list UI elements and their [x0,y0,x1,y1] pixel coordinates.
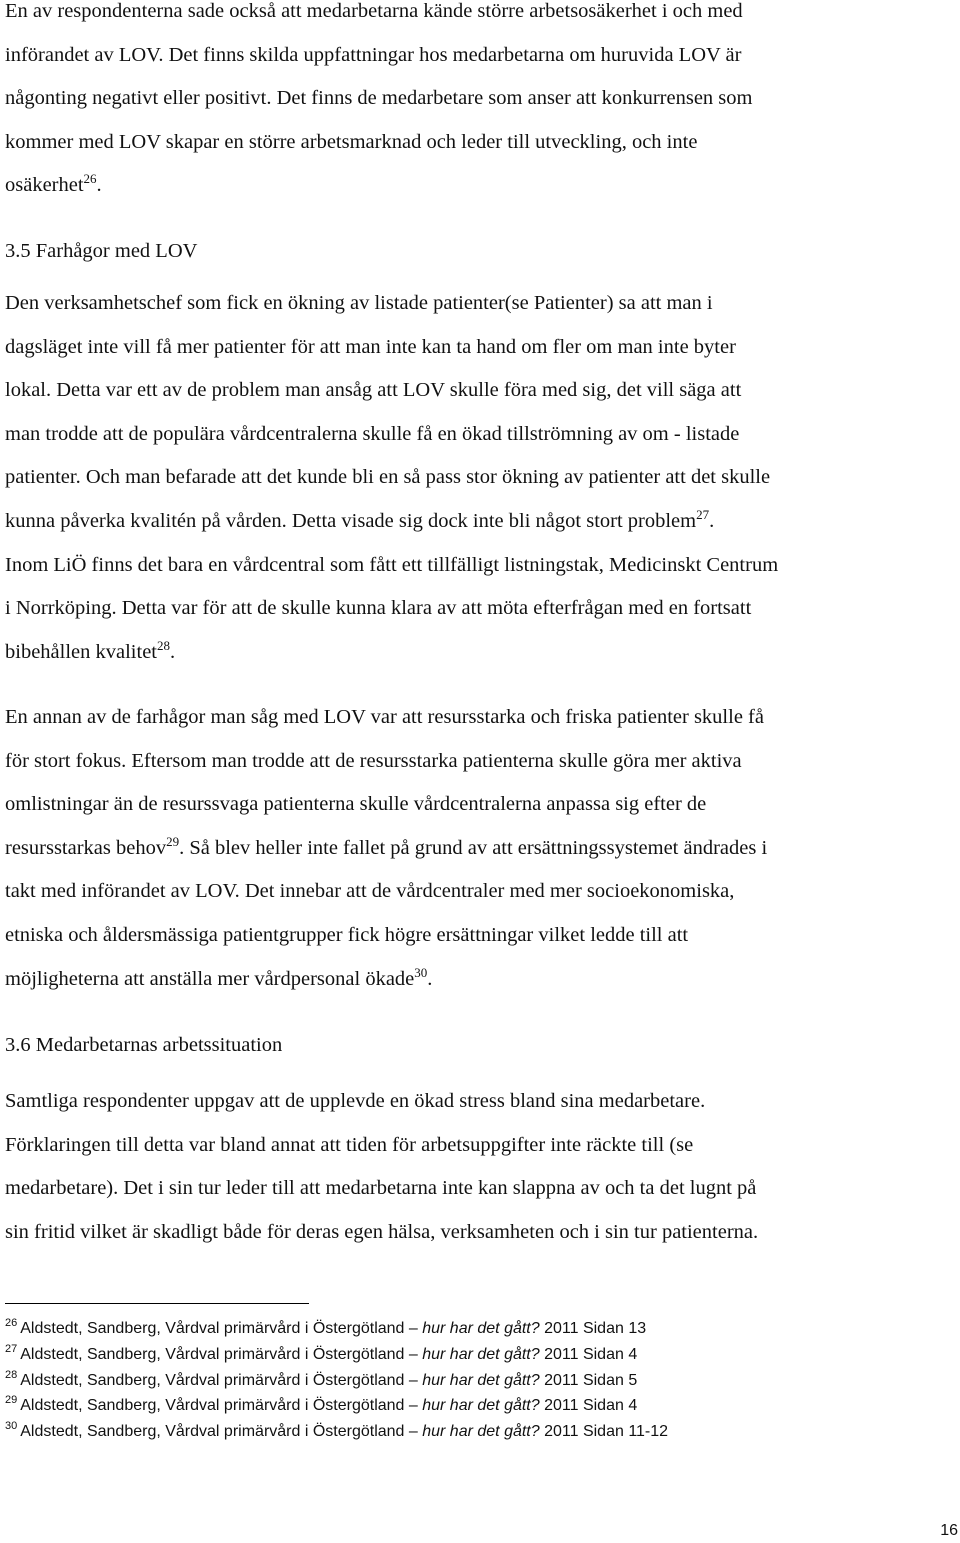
text-line: Förklaringen till detta var bland annat att tiden för arbetsuppgifter inte räckte till (se [5,1133,694,1156]
text-line: patienter. Och man befarade att det kunde bli en så pass stor ökning av patienter att det skulle [5,466,771,489]
footnote-reference-26[interactable]: 26 [83,171,97,187]
footnote-27 [5,1342,668,1368]
footnote-tail: 2011 Sidan 4 [539,1397,638,1415]
text-line: En annan av de farhågor man såg med LOV var att resursstarka och friska patienter skulle få [5,706,764,728]
footnote-text: Aldstedt, Sandberg, Vårdval primärvård i Östergötland – [20,1320,423,1337]
text-line [5,631,960,675]
text-segment: bibehållen kvalitet [5,640,157,663]
footnote-text: Aldstedt, Sandberg, Vårdval primärvård i Östergötland – [20,1371,423,1389]
footnote-tail: 2011 Sidan 4 [539,1345,638,1363]
text-line: man trodde att de populära vårdcentralerna skulle få en ökad tillströmning av om - listade [5,422,740,445]
paragraph-3 [5,696,960,1001]
text-line: omlistningar än de resurssvaga patienterna skulle vårdcentralerna anpassa sig efter de [5,793,707,816]
text-line: införandet av LOV. Det finns skilda uppfattningar hos medarbetarna om huruvida LOV är [5,43,742,66]
text-line [5,164,960,208]
footnote-italic-title: hur har det gått? [422,1345,540,1363]
section-heading-3-6: 3.6 Medarbetarnas arbetssituation [5,1034,283,1056]
footnote-reference-30[interactable]: 30 [414,964,428,980]
footnote-text: Aldstedt, Sandberg, Vårdval primärvård i Östergötland – [20,1397,423,1415]
text-segment: . [709,509,715,532]
footnote-number: 29 [5,1394,18,1407]
footnote-italic-title: hur har det gått? [422,1423,540,1441]
footnote-reference-27[interactable]: 27 [696,506,710,522]
text-line: lokal. Detta var ett av de problem man ansåg att LOV skulle föra med sig, det vill säga att [5,379,742,402]
footnotes [5,1316,668,1445]
text-line: i Norrköping. Detta var för att de skulle kunna klara av att möta efterfrågan med en fortsatt [5,597,752,620]
text-segment: möjligheterna att anställa mer vårdpersonal ökade [5,967,415,990]
text-line: medarbetare). Det i sin tur leder till att medarbetarna inte kan slappna av och ta det lugnt på [5,1177,757,1200]
text-line: kommer med LOV skapar en större arbetsmarknad och leder till utveckling, och inte [5,130,698,153]
text-line: Inom LiÖ finns det bara en vårdcentral som fått ett tillfälligt listningstak, Medicinskt Centrum [5,553,779,576]
text-line: sin fritid vilket är skadligt både för deras egen hälsa, verksamheten och i sin tur patienterna. [5,1220,759,1243]
paragraph-4 [5,1080,960,1254]
paragraph-2 [5,282,960,674]
footnote-tail: 2011 Sidan 11-12 [539,1423,669,1441]
footnote-separator [5,1303,309,1304]
text-line: Samtliga respondenter uppgav att de upplevde en ökad stress bland sina medarbetare. [5,1090,706,1112]
footnote-text: Aldstedt, Sandberg, Vårdval primärvård i Östergötland – [20,1345,423,1363]
footnote-number: 28 [5,1368,18,1381]
paragraph-1 [5,0,960,208]
page-number: 16 [940,1522,958,1539]
footnote-reference-28[interactable]: 28 [157,637,170,653]
footnote-text: Aldstedt, Sandberg, Vårdval primärvård i Östergötland – [20,1423,423,1441]
footnote-italic-title: hur har det gått? [422,1397,540,1415]
section-heading-3-5: 3.5 Farhågor med LOV [5,240,198,262]
footnote-26 [5,1316,668,1342]
text-line: etniska och åldersmässiga patientgrupper fick högre ersättningar vilket ledde till att [5,923,689,946]
text-segment: . [96,174,102,197]
text-line [5,500,960,544]
footnote-30 [5,1419,668,1445]
text-line: någonting negativt eller positivt. Det finns de medarbetare som anser att konkurrensen som [5,87,753,110]
text-segment: . [427,967,433,990]
footnote-tail: 2011 Sidan 13 [539,1320,647,1337]
footnote-number: 30 [5,1420,18,1433]
text-line: takt med införandet av LOV. Det innebar att de vårdcentraler med mer socioekonomiska, [5,880,735,903]
footnote-number: 27 [5,1342,18,1355]
text-line: för stort fokus. Eftersom man trodde att de resursstarka patienterna skulle göra mer aktiva [5,749,742,772]
text-line [5,827,960,871]
text-line [5,958,960,1002]
footnote-number: 26 [5,1317,18,1329]
footnote-reference-29[interactable]: 29 [166,833,180,849]
text-line: Den verksamhetschef som fick en ökning av listade patienter(se Patienter) sa att man i [5,292,713,314]
text-line: En av respondenterna sade också att medarbetarna kände större arbetsosäkerhet i och med [5,0,743,22]
footnote-italic-title: hur har det gått? [422,1371,540,1389]
text-segment: resursstarkas behov [5,836,167,859]
text-segment: kunna påverka kvalitén på vården. Detta visade sig dock inte bli något stort problem [5,509,697,532]
text-segment: . [170,640,176,663]
footnote-tail: 2011 Sidan 5 [539,1371,638,1389]
text-segment: osäkerhet [5,174,84,197]
footnote-29 [5,1393,668,1419]
footnote-28 [5,1368,668,1394]
footnote-italic-title: hur har det gått? [422,1320,540,1337]
text-segment: . Så blev heller inte fallet på grund av att ersättningssystemet ändrades i [179,836,768,859]
text-line: dagsläget inte vill få mer patienter för att man inte kan ta hand om fler om man inte byter [5,335,736,358]
